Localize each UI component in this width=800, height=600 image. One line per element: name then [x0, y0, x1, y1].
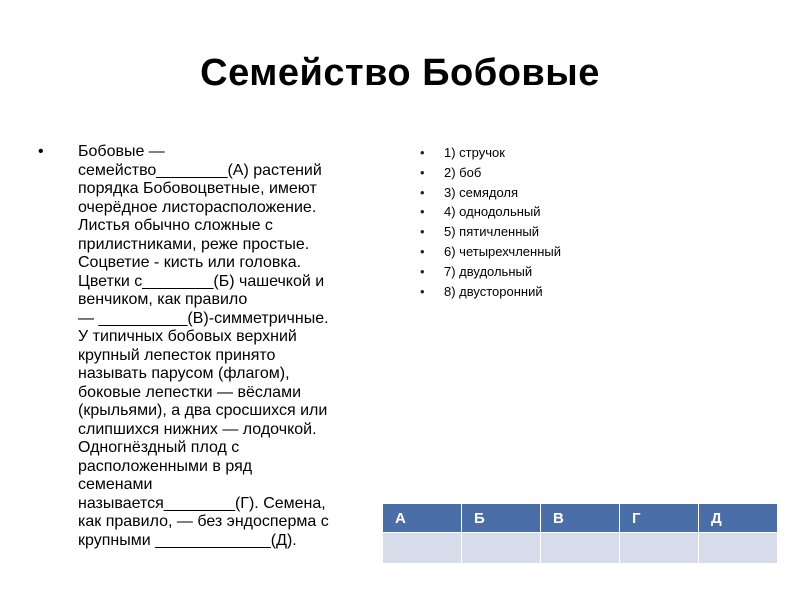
text-line: Бобовые —: [78, 143, 165, 160]
column-header-b: Б: [462, 504, 541, 533]
text-line: (крыльями), а два сросшихся или: [78, 402, 328, 419]
bullet-icon: •: [420, 224, 425, 240]
text-line: венчиком, как правило: [78, 291, 248, 308]
text-line: называется________(Г). Семена,: [78, 494, 326, 512]
list-item: [420, 242, 720, 262]
text-line: семенами: [78, 476, 153, 493]
options-list: [420, 143, 720, 301]
list-item: [420, 282, 720, 302]
answer-table: [382, 503, 778, 564]
option-label: 1) стручок: [444, 145, 505, 160]
column-header-d: Д: [699, 504, 778, 533]
list-item: [420, 222, 720, 242]
list-item: [420, 202, 720, 222]
text-line: боковые лепестки — вёслами: [78, 383, 302, 401]
answer-cell-d[interactable]: [699, 533, 778, 564]
option-label: 5) пятичленный: [444, 224, 540, 240]
text-line: крупный лепесток принято: [78, 346, 276, 364]
answer-cell-v[interactable]: [541, 533, 620, 564]
text-line: расположенными в ряд: [78, 457, 253, 475]
text-line: семейство________(А) растений: [78, 161, 322, 179]
text-line: Соцветие - кисть или головка.: [78, 254, 302, 271]
list-item: [420, 163, 720, 183]
column-header-a: А: [383, 504, 462, 533]
text-line: слипшихся нижних — лодочкой.: [78, 420, 317, 438]
answer-cell-b[interactable]: [462, 533, 541, 564]
list-item: [420, 183, 720, 203]
option-label: 4) однодольный: [444, 204, 541, 220]
answer-cell-g[interactable]: [620, 533, 699, 564]
option-label: 7) двудольный: [444, 263, 533, 279]
text-line: называть парусом (флагом),: [78, 365, 290, 382]
bullet-icon: •: [420, 283, 425, 299]
list-item: [420, 262, 720, 282]
text-line: Цветки с________(Б) чашечкой и: [78, 272, 325, 290]
text-line: порядка Бобовоцветные, имеют: [78, 180, 317, 197]
text-line: прилистниками, реже простые.: [78, 235, 310, 253]
bullet-icon: •: [420, 263, 425, 279]
main-text: [78, 143, 383, 550]
text-line: Одногнёздный плод с: [78, 439, 240, 456]
bullet-icon: •: [420, 243, 425, 259]
table-row: [383, 533, 778, 564]
text-line: как правило, — без эндосперма с: [78, 513, 329, 530]
option-label: 6) четырехчленный: [444, 243, 561, 259]
bullet-icon: •: [420, 204, 425, 220]
option-label: 8) двусторонний: [444, 283, 543, 299]
column-header-g: Г: [620, 504, 699, 533]
slide-title: Семейство Бобовые: [200, 52, 600, 94]
answer-cell-a[interactable]: [383, 533, 462, 564]
column-header-v: В: [541, 504, 620, 533]
option-label: 3) семядоля: [444, 184, 519, 200]
bullet-icon: •: [420, 145, 425, 160]
bullet-icon: •: [38, 143, 44, 160]
bullet-icon: •: [420, 164, 425, 180]
table-header-row: [383, 504, 778, 533]
text-line: — __________(В)-симметричные.: [78, 309, 329, 327]
bullet-icon: •: [420, 184, 425, 200]
text-line: очерёдное листорасположение.: [78, 198, 317, 216]
option-label: 2) боб: [444, 164, 482, 180]
text-line: У типичных бобовых верхний: [78, 328, 297, 345]
text-line: крупными _____________(Д).: [78, 531, 297, 549]
list-item: [420, 143, 720, 163]
text-line: Листья обычно сложные с: [78, 217, 273, 234]
main-text-block: [38, 143, 383, 573]
